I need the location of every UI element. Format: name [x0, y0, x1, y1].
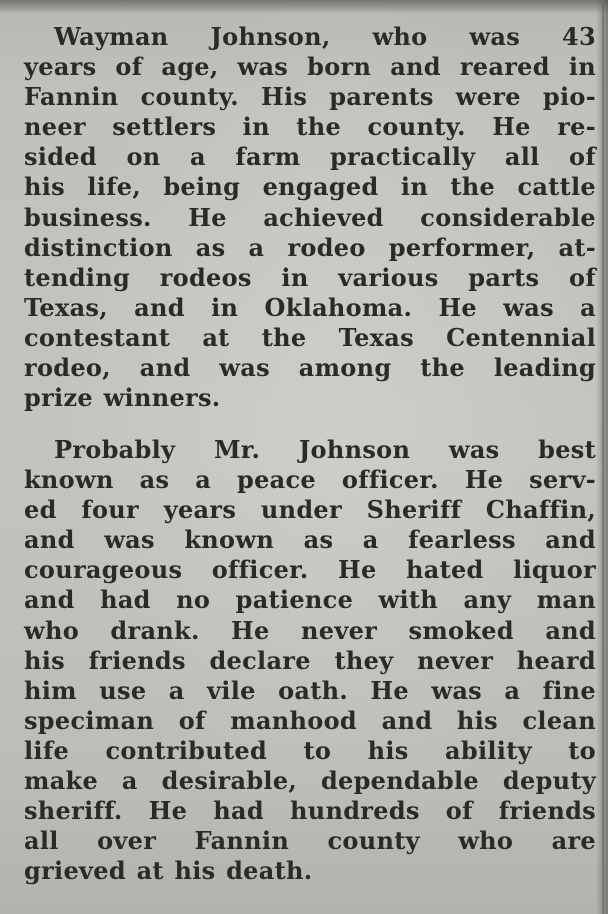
paragraph-line: life contributed to his ability to: [24, 735, 596, 765]
paragraph-line: make a desirable, dependable deputy: [24, 766, 596, 796]
paragraph-line: distinction as a rodeo performer, at-: [24, 232, 596, 262]
paragraph-line: and was known as a fearless and: [24, 525, 596, 555]
paragraph-line: grieved at his death.: [24, 856, 313, 886]
paragraph-line: known as a peace officer. He serv-: [24, 465, 596, 495]
paragraph-line: tending rodeos in various parts of: [24, 262, 596, 292]
paragraph-line: him use a vile oath. He was a fine: [24, 675, 596, 705]
column-rule: [602, 0, 604, 914]
paragraph-1: [24, 22, 596, 413]
paragraph-line: neer settlers in the county. He re-: [24, 112, 596, 142]
paragraph-line: Fannin county. His parents were pio-: [24, 82, 596, 112]
paragraph-line: ed four years under Sheriff Chaffin,: [24, 495, 596, 525]
paragraph-line: his friends declare they never heard: [24, 645, 596, 675]
paragraph-line: who drank. He never smoked and: [24, 615, 596, 645]
top-shadow: [0, 0, 608, 14]
paragraph-line: sheriff. He had hundreds of friends: [24, 796, 596, 826]
paragraph-line: and had no patience with any man: [24, 585, 596, 615]
paragraph-line: speciman of manhood and his clean: [24, 705, 596, 735]
paragraph-line: years of age, was born and reared in: [24, 52, 596, 82]
paragraph-line: sided on a farm practically all of: [24, 142, 596, 172]
paragraph-line: his life, being engaged in the cattle: [24, 172, 596, 202]
paragraph-line: all over Fannin county who are: [24, 826, 596, 856]
paragraph-2: [24, 435, 596, 886]
paragraph-line: contestant at the Texas Centennial: [24, 322, 596, 352]
paragraph-line: Probably Mr. Johnson was best: [54, 435, 596, 464]
paragraph-line: business. He achieved considerable: [24, 202, 596, 232]
paragraph-line: Wayman Johnson, who was 43: [54, 22, 596, 51]
paragraph-line: rodeo, and was among the leading: [24, 353, 596, 383]
paragraph-line: Texas, and in Oklahoma. He was a: [24, 292, 596, 322]
paragraph-line: courageous officer. He hated liquor: [24, 555, 596, 585]
paragraph-line: prize winners.: [24, 383, 221, 413]
